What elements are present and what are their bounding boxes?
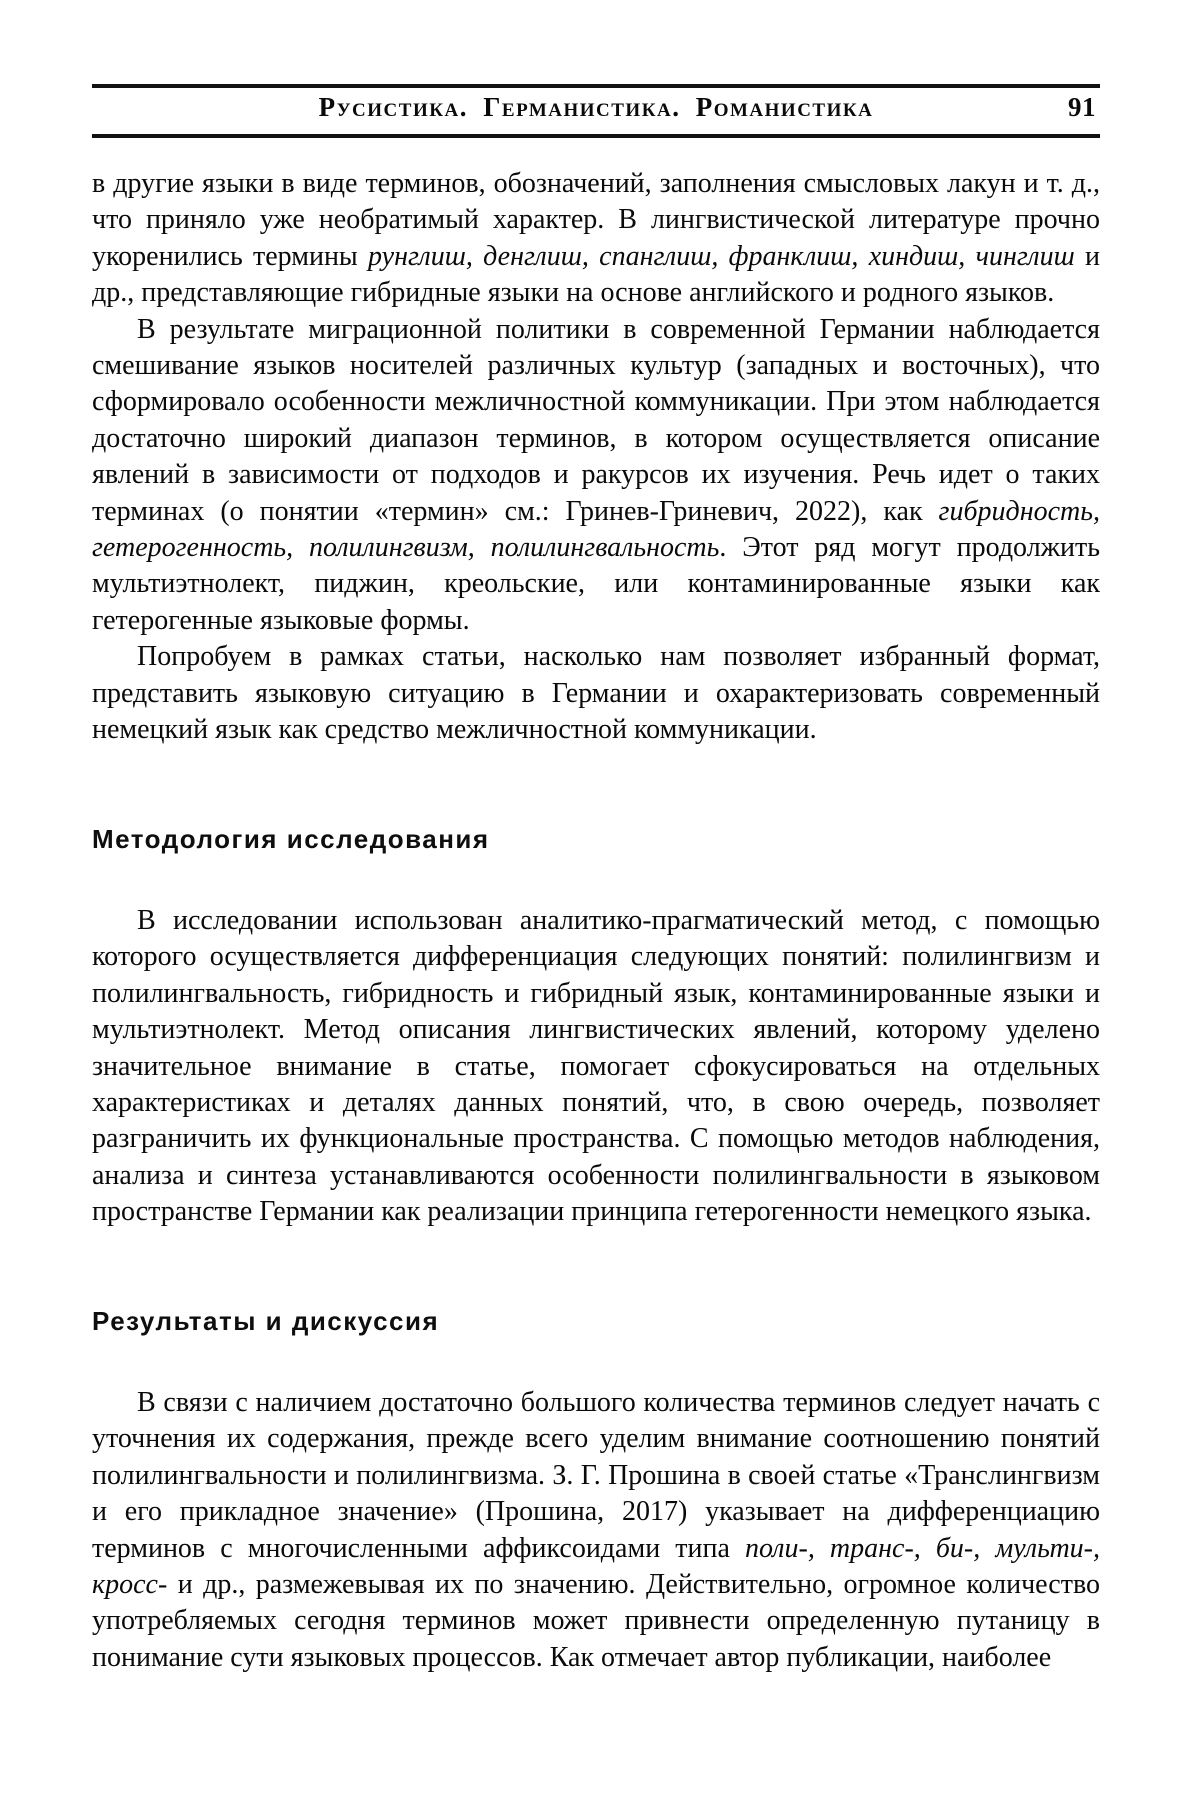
text-run: . Этот ряд могут продолжить мультиэтнолект, пиджин, креольские, или контаминированные языки как гетерогенные языковые формы. — [92, 532, 1101, 636]
body-paragraph — [92, 639, 1100, 748]
running-header-row — [92, 88, 1100, 134]
text-run: В связи с наличием достаточно большого количества терминов следует начать с уточнения их содержания, прежде всего уделим внимание соотношению понятий полилингвальности и полилингвизма. З. Г. Прошина в своей статье «Транслингвизм и его прикладное значение» (Прошина, 2017) указывает на дифференциацию терминов с многочисленными аффиксоидами типа — [92, 1386, 1100, 1564]
body-paragraph — [92, 312, 1100, 640]
text-run: В исследовании использован аналитико-прагматический метод, с помощью которого осуществляется дифференциация следующих понятий: полилингвизм и полилингвальность, гибридность и гибридный язык, контаминированные языки и мультиэтнолект. Метод описания лингвистических явлений, которому уделено значительное внимание в статье, помогает сфокусироваться на отдельных характеристиках и деталях данных понятий, что, в свою очередь, позволяет разграничить их функциональные пространства. С помощью методов наблюдения, анализа и синтеза устанавливаются особенности полилингвальности в языковом пространстве Германии как реализации принципа гетерогенности немецкого языка. — [92, 904, 1100, 1228]
body-paragraph — [92, 166, 1100, 312]
text-run: В результате миграционной политики в современной Германии наблюдается смешивание языков носителей различных культур (западных и восточных), что сформировало особенности межличностной коммуникации. При этом наблюдается достаточно широкий диапазон терминов, в котором осуществляется описание явлений в зависимости от подходов и ракурсов их изучения. Речь идет о таких терминах (о понятии «термин» см.: Гринев-Гриневич, 2022), как — [92, 313, 1100, 527]
text-run: Попробуем в рамках статьи, насколько нам позволяет избранный формат, представить языковую ситуацию в Германии и охарактеризовать современный немецкий язык как средство межличностной коммуникации. — [92, 641, 1100, 746]
italic-term-run: гибридность, гетерогенность, полилингвизм, полилингвальность — [92, 495, 1100, 564]
text-run: и др., представляющие гибридные языки на основе английского и родного языков. — [92, 240, 1100, 309]
body-paragraph — [92, 903, 1100, 1231]
page-number: 91 — [1068, 92, 1096, 122]
running-header-title: Русистика. Германистика. Романистика — [318, 92, 874, 122]
page-body — [92, 166, 1100, 1676]
text-run: и др., размежевывая их по значению. Действительно, огромное количество употребляемых сегодня терминов может привнести определенную путаницу в понимание сути языковых процессов. Как отмечает автор публикации, наиболее — [92, 1569, 1100, 1673]
text-run: в другие языки в виде терминов, обозначений, заполнения смысловых лакун и т. д., что приняло уже необратимый характер. В лингвистической литературе прочно укоренились термины — [92, 168, 1100, 272]
body-paragraph — [92, 1385, 1100, 1676]
running-header — [92, 84, 1100, 138]
section-heading: Результаты и дискуссия — [92, 1305, 440, 1336]
italic-term-run: рунглиш, денглиш, спанглиш, франклиш, хиндиш, чинглиш — [368, 240, 1075, 272]
section-heading: Методология исследования — [92, 823, 490, 854]
italic-term-run: поли-, транс-, би-, мульти-, кросс- — [92, 1532, 1100, 1600]
